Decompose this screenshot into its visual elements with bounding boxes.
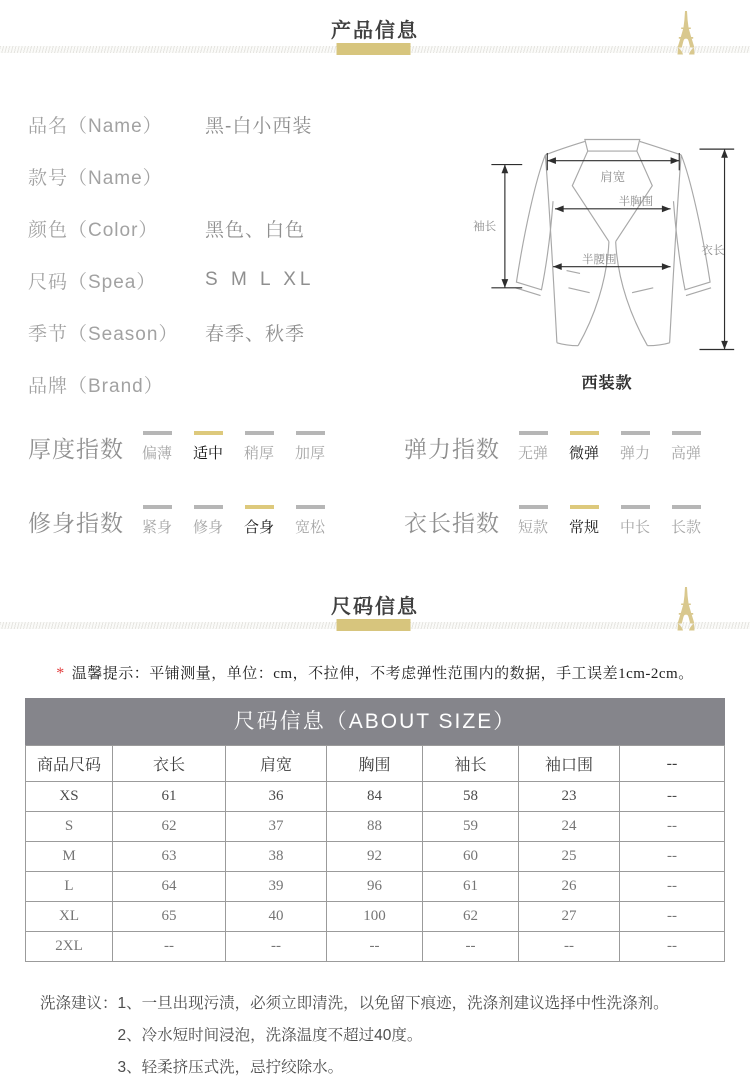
cell: L: [26, 872, 113, 902]
option-selected: [568, 431, 600, 463]
cell: --: [113, 932, 226, 962]
col-header: 肩宽: [226, 746, 327, 782]
option-bar: [570, 505, 599, 509]
attr-row-color: [28, 202, 448, 254]
option-bar: [296, 431, 325, 435]
attr-label: 颜色（Color）: [28, 219, 159, 241]
section-title: 产品信息: [331, 20, 419, 42]
asterisk-icon: *: [56, 665, 65, 682]
cell: 61: [113, 782, 226, 812]
table-row: [26, 782, 725, 812]
option-label: 紧身: [141, 519, 172, 536]
col-header: 衣长: [113, 746, 226, 782]
cell: 65: [113, 902, 226, 932]
option-bar: [143, 505, 172, 509]
eiffel-tower-icon: [676, 586, 696, 637]
index-options: [141, 505, 326, 537]
col-header: 商品尺码: [26, 746, 113, 782]
attr-row-style-no: [28, 150, 448, 202]
option-bar: [519, 431, 548, 435]
option-selected: [243, 505, 275, 537]
cell: 36: [226, 782, 327, 812]
cell: 62: [423, 902, 519, 932]
attr-value: 春季、秋季: [205, 323, 306, 345]
attribute-list: [28, 98, 448, 410]
wash-items: [118, 988, 726, 1085]
cell: 88: [327, 812, 423, 842]
table-row: [26, 932, 725, 962]
option-label: 长款: [670, 519, 701, 536]
cell: 63: [113, 842, 226, 872]
col-header: 胸围: [327, 746, 423, 782]
option-bar: [245, 431, 274, 435]
option-label: 高弹: [670, 445, 701, 462]
option-label: 微弹: [568, 445, 599, 462]
cell: --: [620, 902, 725, 932]
option-bar: [570, 431, 599, 435]
option: [517, 431, 549, 463]
cell: 92: [327, 842, 423, 872]
wash-label: 洗涤建议：: [40, 995, 118, 1012]
option: [517, 505, 549, 537]
cell: --: [327, 932, 423, 962]
wash-item: 3、轻柔挤压式洗，忌拧绞除水。: [117, 1059, 344, 1077]
cell: --: [423, 932, 519, 962]
option-label: 加厚: [294, 445, 325, 462]
garment-length-label: 衣长: [701, 245, 725, 258]
gold-underline: [337, 43, 411, 55]
attr-value: S M L XL: [205, 269, 315, 290]
option: [670, 431, 702, 463]
cell: 59: [423, 812, 519, 842]
option-label: 弹力: [619, 445, 650, 462]
attr-label: 尺码（Spea）: [28, 271, 157, 293]
option-bar: [143, 431, 172, 435]
fit-index: [28, 498, 346, 544]
cell: 62: [113, 812, 226, 842]
attr-label: 季节（Season）: [28, 323, 179, 345]
index-title: 弹力指数: [404, 435, 500, 462]
cell: 27: [519, 902, 620, 932]
index-options: [517, 431, 702, 463]
attr-row-season: [28, 306, 448, 358]
table-row: [26, 842, 725, 872]
size-table-title: 尺码信息（ABOUT SIZE）: [25, 698, 725, 745]
cell: --: [519, 932, 620, 962]
section-title: 尺码信息: [331, 596, 419, 618]
table-row: [26, 902, 725, 932]
cell: XS: [26, 782, 113, 812]
option: [619, 431, 651, 463]
option: [192, 505, 224, 537]
option-bar: [194, 505, 223, 509]
option-label: 短款: [517, 519, 548, 536]
cell: 58: [423, 782, 519, 812]
half-waist-label: 半腰围: [581, 253, 617, 266]
option: [294, 505, 326, 537]
cell: 39: [226, 872, 327, 902]
cell: M: [26, 842, 113, 872]
cell: 100: [327, 902, 423, 932]
cell: XL: [26, 902, 113, 932]
cell: 61: [423, 872, 519, 902]
sleeve-length-label: 袖长: [473, 221, 497, 234]
cell: --: [620, 782, 725, 812]
cell: 64: [113, 872, 226, 902]
size-info-header: [0, 588, 750, 646]
attr-value: 黑-白小西装: [205, 115, 313, 137]
option-bar: [621, 431, 650, 435]
index-options: [141, 431, 326, 463]
wash-item: 2、冷水短时间浸泡，洗涤温度不超过40度。: [117, 1027, 423, 1045]
index-title: 衣长指数: [404, 509, 500, 536]
option-bar: [194, 431, 223, 435]
wash-item: 1、一旦出现污渍，必须立即清洗，以免留下痕迹，洗涤剂建议选择中性洗涤剂。: [117, 995, 669, 1012]
size-table: [25, 698, 725, 962]
option-label: 无弹: [517, 445, 548, 462]
cell: 2XL: [26, 932, 113, 962]
option-bar: [245, 505, 274, 509]
option-label: 偏薄: [141, 445, 172, 462]
cell: 24: [519, 812, 620, 842]
option-bar: [621, 505, 650, 509]
option: [141, 431, 173, 463]
cell: 25: [519, 842, 620, 872]
table-row: [26, 812, 725, 842]
length-index: [404, 498, 722, 544]
attr-label: 品牌（Brand）: [28, 375, 164, 397]
cell: S: [26, 812, 113, 842]
cell: 84: [327, 782, 423, 812]
diagram-caption: 西装款: [581, 375, 633, 392]
option-label: 稍厚: [243, 445, 274, 462]
elasticity-index: [404, 424, 722, 470]
option-selected: [192, 431, 224, 463]
option: [670, 505, 702, 537]
index-title: 厚度指数: [28, 435, 124, 462]
cell: 60: [423, 842, 519, 872]
cell: --: [620, 872, 725, 902]
thickness-index: [28, 424, 346, 470]
table-header-row: [26, 746, 725, 782]
measurement-diagram: [472, 126, 742, 393]
attr-label: 款号（Name）: [28, 167, 163, 189]
option-label: 常规: [568, 519, 599, 536]
option-label: 修身: [192, 519, 223, 536]
attr-row-brand: [28, 358, 448, 410]
option-label: 中长: [619, 519, 650, 536]
size-grid: [25, 745, 725, 962]
option-label: 合身: [243, 519, 274, 536]
cell: 40: [226, 902, 327, 932]
option-label: 宽松: [294, 519, 325, 536]
wash-suggestions: [40, 988, 726, 1085]
index-grid: [28, 424, 722, 544]
shoulder-width-label: 肩宽: [600, 169, 626, 184]
cell: 26: [519, 872, 620, 902]
option-bar: [296, 505, 325, 509]
option: [141, 505, 173, 537]
option-label: 适中: [192, 445, 223, 462]
attr-row-size: [28, 254, 448, 306]
half-chest-label: 半胸围: [618, 196, 654, 208]
cell: --: [620, 812, 725, 842]
cell: 96: [327, 872, 423, 902]
cell: 23: [519, 782, 620, 812]
option-bar: [519, 505, 548, 509]
col-header: 袖长: [423, 746, 519, 782]
measurement-notice: [0, 662, 750, 683]
option: [243, 431, 275, 463]
attr-value: 黑色、白色: [205, 219, 306, 241]
index-options: [517, 505, 702, 537]
cell: --: [620, 932, 725, 962]
attr-label: 品名（Name）: [28, 115, 163, 137]
cell: --: [226, 932, 327, 962]
cell: 37: [226, 812, 327, 842]
attr-row-name: [28, 98, 448, 150]
product-info-header: [0, 12, 750, 70]
option: [294, 431, 326, 463]
col-header: 袖口围: [519, 746, 620, 782]
notice-text: 温馨提示：平铺测量，单位：cm，不拉伸，不考虑弹性范围内的数据，手工误差1cm-2cm。: [71, 666, 694, 682]
gold-underline: [337, 619, 411, 631]
option-selected: [568, 505, 600, 537]
option: [619, 505, 651, 537]
option-bar: [672, 431, 701, 435]
option-bar: [672, 505, 701, 509]
col-header: --: [620, 746, 725, 782]
cell: --: [620, 842, 725, 872]
eiffel-tower-icon: [676, 10, 696, 61]
index-title: 修身指数: [28, 509, 124, 536]
cell: 38: [226, 842, 327, 872]
table-row: [26, 872, 725, 902]
blazer-line-drawing: [472, 126, 742, 363]
